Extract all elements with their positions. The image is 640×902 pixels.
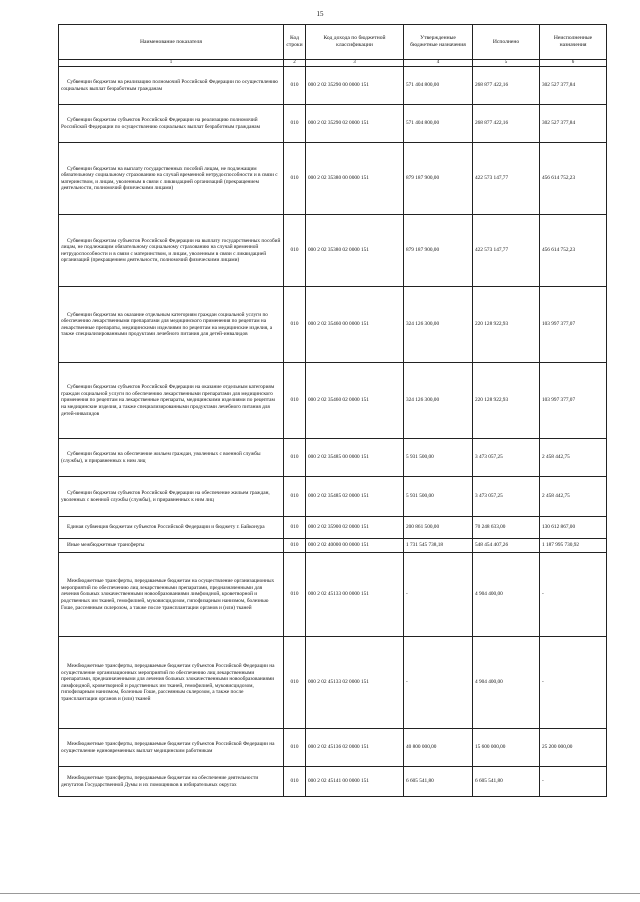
header-kbk: Код дохода по бюджетной классификации: [306, 25, 404, 60]
row-name: Иные межбюджетные трансферты: [59, 539, 284, 553]
row-code: 010: [284, 143, 306, 215]
row-unexecuted: 130 612 867,00: [540, 517, 607, 539]
row-code: 010: [284, 517, 306, 539]
row-approved: 324 126 300,00: [404, 287, 473, 363]
row-approved: 879 187 900,00: [404, 215, 473, 287]
row-kbk: 000 2 02 45136 02 0000 151: [306, 729, 404, 767]
row-code: 010: [284, 553, 306, 637]
row-unexecuted: -: [540, 637, 607, 729]
row-approved: 324 126 300,00: [404, 363, 473, 439]
row-approved: 1 731 545 738,18: [404, 539, 473, 553]
row-unexecuted: 103 997 377,07: [540, 287, 607, 363]
row-name: Субвенции бюджетам на оказание отдельным категориям граждан социальной услуги по обеспечению лекарственными препаратами для медицинского применения по рецептам на лекарственные препараты, медицинскими изделиями по рецептам на медицинские изделия, а также специализированными продуктами лечебного питания для детей-инвалидов: [59, 287, 284, 363]
table-row: [59, 105, 607, 143]
page-bottom-rule: [0, 893, 640, 894]
column-number: 4: [404, 60, 473, 67]
row-code: 010: [284, 105, 306, 143]
row-code: 010: [284, 729, 306, 767]
row-name: Субвенции бюджетам субъектов Российской Федерации на реализацию полномочий Российской Федерации по осуществлению социальных выплат безработным гражданам: [59, 105, 284, 143]
row-unexecuted: 2 458 442,75: [540, 477, 607, 517]
column-number: 2: [284, 60, 306, 67]
row-executed: 70 248 633,00: [473, 517, 540, 539]
row-executed: 268 877 422,16: [473, 67, 540, 105]
table-row: [59, 439, 607, 477]
header-row: [59, 25, 607, 60]
row-name: Межбюджетные трансферты, передаваемые бюджетам на осуществление организационных мероприятий по обеспечению лиц лекарственными препаратами, предназначенными для лечения больных злокачественными новообразованиями лимфоидной, кроветворной и родственных им тканей, гемофилией, муковисцидозом, гипофизарным нанизмом, болезнью Гоше, рассеянным склерозом, а также после трансплантации органов и (или) тканей: [59, 553, 284, 637]
row-name: Субвенции бюджетам на выплату государственных пособий лицам, не подлежащим обязательному социальному страхованию на случай временной нетрудоспособности и в связи с материнством, и лицам, уволенным в связи с ликвидацией организаций (прекращением деятельности, полномочий физическими лицами): [59, 143, 284, 215]
row-approved: 5 931 500,00: [404, 477, 473, 517]
row-code: 010: [284, 215, 306, 287]
row-approved: -: [404, 637, 473, 729]
row-name: Субвенции бюджетам на обеспечение жильем граждан, уволенных с военной службы (службы), и приравненных к ним лиц: [59, 439, 284, 477]
table-row: [59, 767, 607, 797]
column-number: 1: [59, 60, 284, 67]
row-executed: 220 128 922,93: [473, 363, 540, 439]
row-approved: 200 861 500,00: [404, 517, 473, 539]
row-unexecuted: 103 997 377,07: [540, 363, 607, 439]
row-kbk: 000 2 02 45133 02 0000 151: [306, 637, 404, 729]
row-name: Субвенции бюджетам субъектов Российской Федерации на оказание отдельным категориям граждан социальной услуги по обеспечению лекарственными препаратами для медицинского применения по рецептам на лекарственные препараты, медицинскими изделиями по рецептам на медицинские изделия, а также специализированными продуктами лечебного питания для детей-инвалидов: [59, 363, 284, 439]
row-kbk: 000 2 02 35290 02 0000 151: [306, 105, 404, 143]
row-executed: 4 904 400,00: [473, 637, 540, 729]
row-unexecuted: -: [540, 553, 607, 637]
row-unexecuted: 302 527 377,84: [540, 105, 607, 143]
row-unexecuted: 302 527 377,84: [540, 67, 607, 105]
row-kbk: 000 2 02 40000 00 0000 151: [306, 539, 404, 553]
row-approved: 6 605 541,80: [404, 767, 473, 797]
header-approved: Утвержденные бюджетные назначения: [404, 25, 473, 60]
table-row: [59, 637, 607, 729]
table-row: [59, 143, 607, 215]
row-approved: -: [404, 553, 473, 637]
row-approved: 5 931 500,00: [404, 439, 473, 477]
row-code: 010: [284, 287, 306, 363]
row-code: 010: [284, 637, 306, 729]
row-approved: 879 187 900,00: [404, 143, 473, 215]
row-name: Субвенции бюджетам субъектов Российской Федерации на обеспечение жильем граждан, уволенных с военной службы (службы), и приравненных к ним лиц: [59, 477, 284, 517]
row-kbk: 000 2 02 35380 00 0000 151: [306, 143, 404, 215]
row-name: Межбюджетные трансферты, передаваемые бюджетам субъектов Российской Федерации на осуществление единовременных выплат медицинским работникам: [59, 729, 284, 767]
table-row: [59, 215, 607, 287]
header-code: Код строки: [284, 25, 306, 60]
row-executed: 422 573 147,77: [473, 143, 540, 215]
column-number-row: [59, 60, 607, 67]
row-approved: 571 404 800,00: [404, 67, 473, 105]
row-kbk: 000 2 02 35460 00 0000 151: [306, 287, 404, 363]
row-code: 010: [284, 477, 306, 517]
row-executed: 3 473 057,25: [473, 477, 540, 517]
row-name: Субвенции бюджетам субъектов Российской Федерации на выплату государственных пособий лицам, не подлежащим обязательному социальному страхованию на случай временной нетрудоспособности и в связи с материнством, и лицам, уволенным в связи с ликвидацией организаций (прекращением деятельности, полномочий физическими лицами): [59, 215, 284, 287]
row-executed: 422 573 147,77: [473, 215, 540, 287]
column-number: 3: [306, 60, 404, 67]
row-name: Межбюджетные трансферты, передаваемые бюджетам субъектов Российской Федерации на осуществление организационных мероприятий по обеспечению лиц лекарственными препаратами, предназначенными для лечения больных злокачественными новообразованиями лимфоидной, кроветворной и родственных им тканей, гемофилией, муковисцидозом, гипофизарным нанизмом, болезнью Гоше, рассеянным склерозом, а также после трансплантации органов и (или) тканей: [59, 637, 284, 729]
table-row: [59, 67, 607, 105]
table-row: [59, 477, 607, 517]
header-executed: Исполнено: [473, 25, 540, 60]
row-kbk: 000 2 02 35380 02 0000 151: [306, 215, 404, 287]
row-executed: 15 600 000,00: [473, 729, 540, 767]
row-executed: 268 877 422,16: [473, 105, 540, 143]
header-name: Наименование показателя: [59, 25, 284, 60]
row-unexecuted: 2 458 442,75: [540, 439, 607, 477]
row-executed: 548 454 407,26: [473, 539, 540, 553]
column-number: 6: [540, 60, 607, 67]
row-unexecuted: 25 200 000,00: [540, 729, 607, 767]
page-number: 15: [316, 10, 324, 18]
row-kbk: 000 2 02 35900 02 0000 151: [306, 517, 404, 539]
row-unexecuted: 1 187 995 730,92: [540, 539, 607, 553]
row-executed: 6 605 541,80: [473, 767, 540, 797]
row-kbk: 000 2 02 35460 02 0000 151: [306, 363, 404, 439]
row-unexecuted: -: [540, 767, 607, 797]
row-name: Единая субвенция бюджетам субъектов Российской Федерации и бюджету г. Байконура: [59, 517, 284, 539]
row-code: 010: [284, 363, 306, 439]
row-unexecuted: 456 614 752,23: [540, 143, 607, 215]
row-code: 010: [284, 439, 306, 477]
row-executed: 3 473 057,25: [473, 439, 540, 477]
table-row: [59, 539, 607, 553]
row-code: 010: [284, 67, 306, 105]
header-unexecuted: Неисполненные назначения: [540, 25, 607, 60]
budget-report-table: [58, 24, 607, 797]
table-row: [59, 363, 607, 439]
row-code: 010: [284, 539, 306, 553]
row-name: Межбюджетные трансферты, передаваемые бюджетам на обеспечение деятельности депутатов Государственной Думы и их помощников в избирательных округах: [59, 767, 284, 797]
row-kbk: 000 2 02 35485 02 0000 151: [306, 477, 404, 517]
row-approved: 571 404 800,00: [404, 105, 473, 143]
row-executed: 4 904 400,00: [473, 553, 540, 637]
table-row: [59, 287, 607, 363]
row-kbk: 000 2 02 45141 00 0000 151: [306, 767, 404, 797]
table-row: [59, 729, 607, 767]
row-kbk: 000 2 02 35485 00 0000 151: [306, 439, 404, 477]
row-executed: 220 128 922,93: [473, 287, 540, 363]
row-name: Субвенции бюджетам на реализацию полномочий Российской Федерации по осуществлению социальных выплат безработным гражданам: [59, 67, 284, 105]
row-kbk: 000 2 02 45133 00 0000 151: [306, 553, 404, 637]
column-number: 5: [473, 60, 540, 67]
row-unexecuted: 456 614 752,23: [540, 215, 607, 287]
row-code: 010: [284, 767, 306, 797]
table-row: [59, 553, 607, 637]
table-row: [59, 517, 607, 539]
row-kbk: 000 2 02 35290 00 0000 151: [306, 67, 404, 105]
row-approved: 40 800 000,00: [404, 729, 473, 767]
